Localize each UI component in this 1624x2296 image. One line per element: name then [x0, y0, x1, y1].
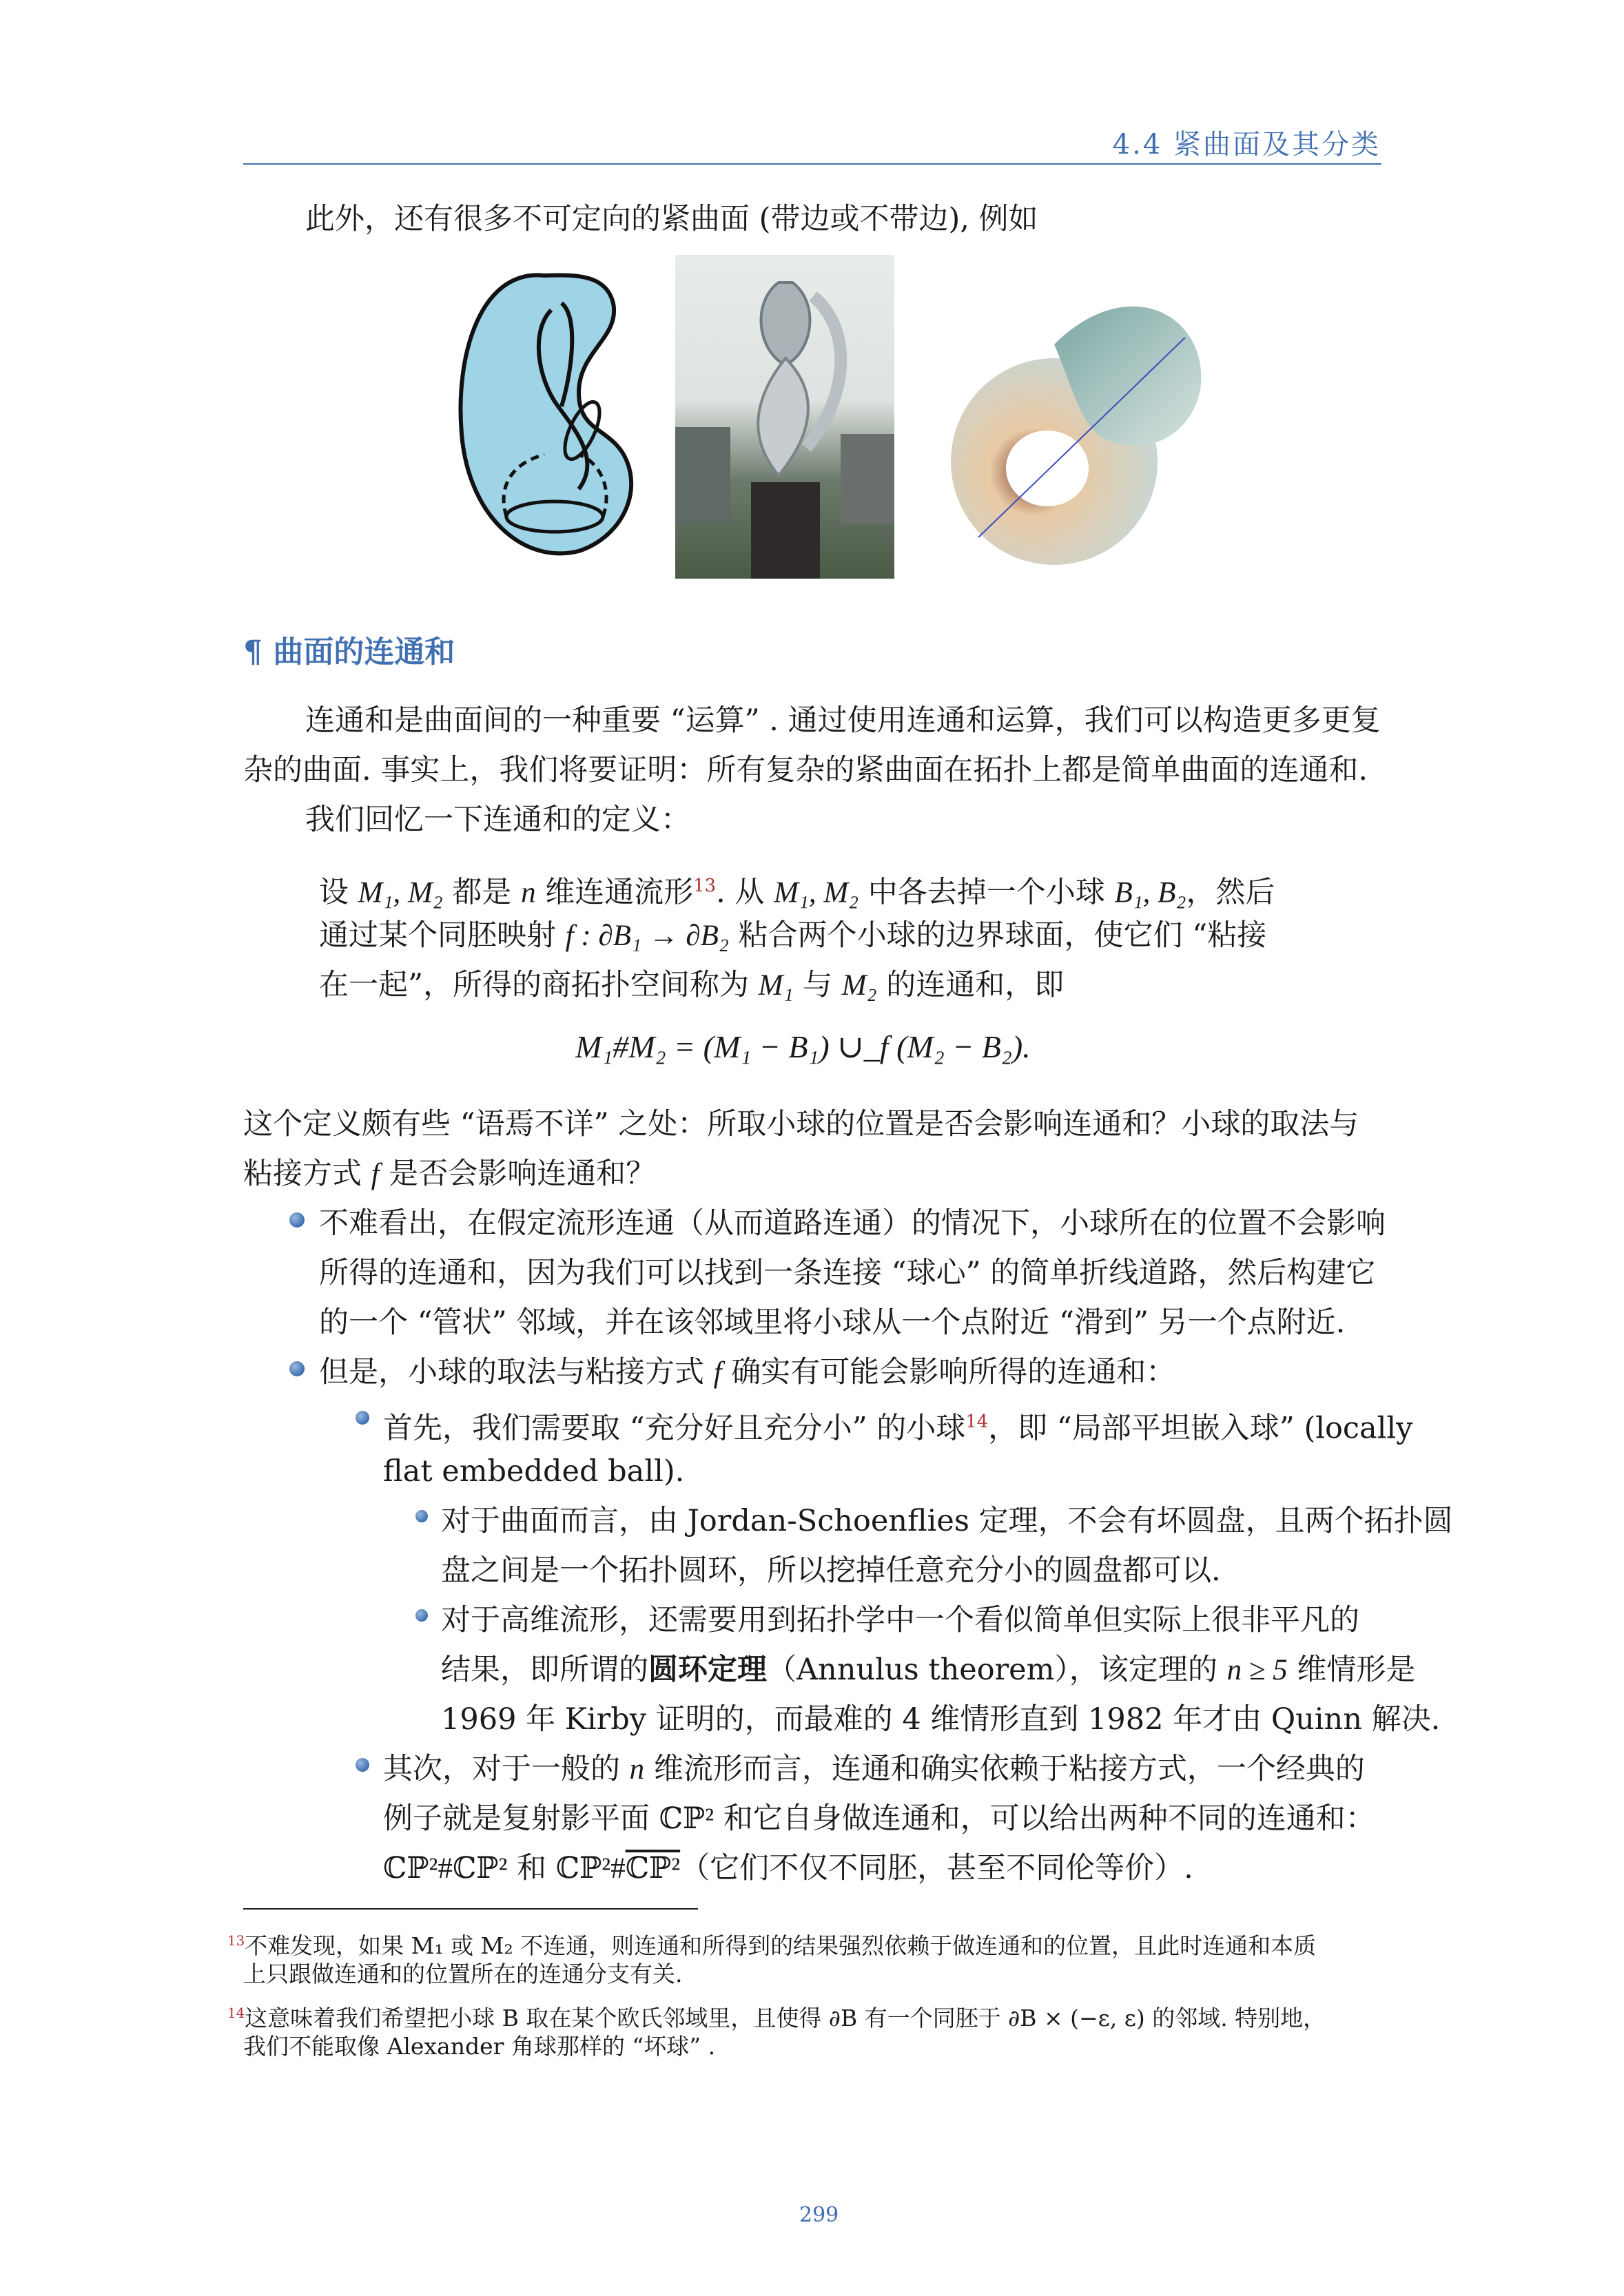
bullet-dot [356, 1758, 369, 1772]
footnote-num: 13 [227, 1933, 245, 1949]
footnote-num: 14 [227, 2005, 245, 2021]
klein-bottle-figure [441, 255, 648, 579]
intro-line: 此外，还有很多不可定向的紧曲面 (带边或不带边), 例如 [305, 202, 1038, 236]
para2-line1: 这个定义颇有些 “语焉不详” 之处：所取小球的位置是否会影响连通和？小球的取法与 [243, 1107, 1359, 1141]
defn-text: 中各去掉一个小球 [859, 875, 1115, 910]
math-cp2-sharp-cp2: ℂℙ²#ℂℙ² [383, 1852, 508, 1885]
bullet2a-text: 首先，我们需要取 “充分好且充分小” 的小球 [383, 1411, 966, 1446]
para2-text: 粘接方式 [243, 1157, 371, 1191]
math-n-ge-5: n ≥ 5 [1226, 1654, 1288, 1686]
bullet2a2-line3: 1969 年 Kirby 证明的，而最难的 4 维情形直到 1982 年才由 Quinn 解决. [441, 1702, 1441, 1737]
para1-line3: 我们回忆一下连通和的定义： [305, 803, 690, 837]
pilcrow-mark: ¶ [243, 634, 263, 670]
page-number: 299 [799, 2203, 839, 2227]
defn-text: ，然后 [1186, 875, 1275, 910]
annulus-theorem-term: 圆环定理 [648, 1653, 767, 1687]
defn-text: . 从 [716, 875, 774, 910]
defn-text: 设 [319, 875, 358, 910]
math-m1: M₁ [758, 969, 794, 1002]
defn-text: 的连通和，即 [876, 968, 1065, 1002]
math-m1m2: M₁, M₂ [358, 876, 443, 909]
math-cp2-bar: ℂℙ² [625, 1852, 681, 1885]
math-n: n [629, 1753, 645, 1786]
math-cp2-sharp: ℂℙ²# [555, 1852, 626, 1885]
bullet2b-text: 和 [507, 1851, 556, 1885]
defn-text: 都是 [442, 875, 522, 910]
para1-line2: 杂的曲面. 事实上，我们将要证明：所有复杂的紧曲面在拓扑上都是简单曲面的连通和. [243, 753, 1368, 787]
bullet2a-line2: flat embedded ball). [383, 1454, 685, 1489]
section-heading [243, 627, 455, 671]
defn-text: 维连通流形 [535, 875, 694, 910]
bullet-dot [289, 1361, 305, 1376]
footnote-ref-14[interactable]: 14 [965, 1411, 989, 1432]
math-f: f [371, 1158, 380, 1190]
bullet-dot [356, 1411, 369, 1425]
bullet2b-text: （它们不仅不同胚，甚至不同伦等价）. [680, 1851, 1193, 1885]
bullet1-line2: 所得的连通和，因为我们可以找到一条连接 “球心” 的简单折线道路，然后构建它 [319, 1256, 1376, 1290]
bullet-dot [415, 1510, 428, 1522]
bullet2b-line2 [383, 1794, 1375, 1844]
bullet2b-text: 和它自身做连通和，可以给出两种不同的连通和： [714, 1801, 1375, 1836]
footnote-rule [243, 1908, 698, 1910]
footnote-text: 不难发现，如果 M₁ 或 M₂ 不连通，则连通和所得到的结果强烈依赖于做连通和的位置，且此时连通和本质 [245, 1932, 1317, 1959]
bullet2-text: 但是，小球的取法与粘接方式 [319, 1355, 714, 1389]
defn-text: 与 [793, 968, 842, 1002]
bullet2a2-text: 结果，即所谓的 [441, 1653, 648, 1687]
bullet2a2-text: （Annulus theorem），该定理的 [767, 1653, 1227, 1687]
defn-line3 [319, 960, 1064, 1011]
running-header: 4.4 紧曲面及其分类 [1112, 129, 1381, 161]
para2-line2 [243, 1149, 655, 1199]
footnote-13-line1 [227, 1925, 1316, 1962]
math-m1m2: M₁, M₂ [774, 876, 859, 909]
footnote-text: 这意味着我们希望把小球 B 取在某个欧氏邻域里，且使得 ∂B 有一个同胚于 ∂B × (−ε, ε) 的邻域. 特别地， [245, 2005, 1326, 2031]
defn-line1 [319, 861, 1275, 918]
bullet2a1-line2: 盘之间是一个拓扑圆环，所以挖掉任意充分小的圆盘都可以. [441, 1553, 1221, 1588]
display-equation: M₁#M₂ = (M₁ − B₁) ∪_f (M₂ − B₂). [575, 1029, 1031, 1064]
math-cp2: ℂℙ² [659, 1803, 715, 1835]
bullet2a1-line1: 对于曲面而言，由 Jordan-Schoenflies 定理，不会有坏圆盘，且两个拓扑圆 [441, 1504, 1453, 1538]
footnote-ref-13[interactable]: 13 [693, 876, 717, 896]
math-b1b2: B₁, B₂ [1114, 876, 1186, 909]
bullet2a2-text: 维情形是 [1287, 1653, 1416, 1687]
bullet2-line1 [319, 1347, 1175, 1398]
math-n: n [521, 876, 536, 909]
header-rule [243, 163, 1381, 165]
defn-text: 通过某个同胚映射 [319, 918, 566, 953]
bullet2b-text: 维流形而言，连通和确实依赖于粘接方式，一个经典的 [644, 1752, 1365, 1786]
para2-text: 是否会影响连通和？ [379, 1157, 656, 1191]
bullet2b-text: 其次，对于一般的 [383, 1752, 630, 1786]
bullet2b-text: 例子就是复射影平面 [383, 1801, 659, 1836]
bullet2a2-line1: 对于高维流形，还需要用到拓扑学中一个看似简单但实际上很非平凡的 [441, 1603, 1359, 1637]
bullet2-text: 确实有可能会影响所得的连通和： [721, 1355, 1176, 1389]
section-title: 曲面的连通和 [273, 634, 455, 670]
bullet2a-text: ，即 “局部平坦嵌入球” (locally [988, 1411, 1413, 1446]
defn-line2 [319, 911, 1266, 961]
bullet-dot [415, 1609, 428, 1622]
math-f: f [713, 1356, 722, 1389]
defn-text: 粘合两个小球的边界球面，使它们 “粘接 [728, 918, 1267, 953]
bullet1-line3: 的一个 “管状” 邻域，并在该邻域里将小球从一个点附近 “滑到” 另一个点附近. [319, 1305, 1346, 1340]
bullet2b-line1 [383, 1744, 1365, 1795]
bullet2b-line3 [383, 1843, 1193, 1894]
footnote-14-line1 [227, 1998, 1326, 2034]
para1-line1: 连通和是曲面间的一种重要 “运算” . 通过使用连通和运算，我们可以构造更多更复 [305, 703, 1381, 738]
math-fmap: f : ∂B₁ → ∂B₂ [565, 920, 729, 952]
defn-text: 在一起”，所得的商拓扑空间称为 [319, 968, 759, 1002]
math-m2: M₂ [841, 969, 877, 1002]
bullet1-line1: 不难看出，在假定流形连通（从而道路连通）的情况下，小球所在的位置不会影响 [319, 1206, 1386, 1241]
footnote-13-line2: 上只跟做连通和的位置所在的连通分支有关. [243, 1961, 683, 1987]
sculpture-photo [675, 255, 894, 579]
bullet2a2-line2 [441, 1645, 1415, 1695]
surface-render [937, 262, 1213, 579]
footnote-14-line2: 我们不能取像 Alexander 角球那样的 “坏球” . [243, 2033, 716, 2060]
bullet-dot [289, 1212, 305, 1228]
bullet2a-line1 [383, 1397, 1412, 1453]
